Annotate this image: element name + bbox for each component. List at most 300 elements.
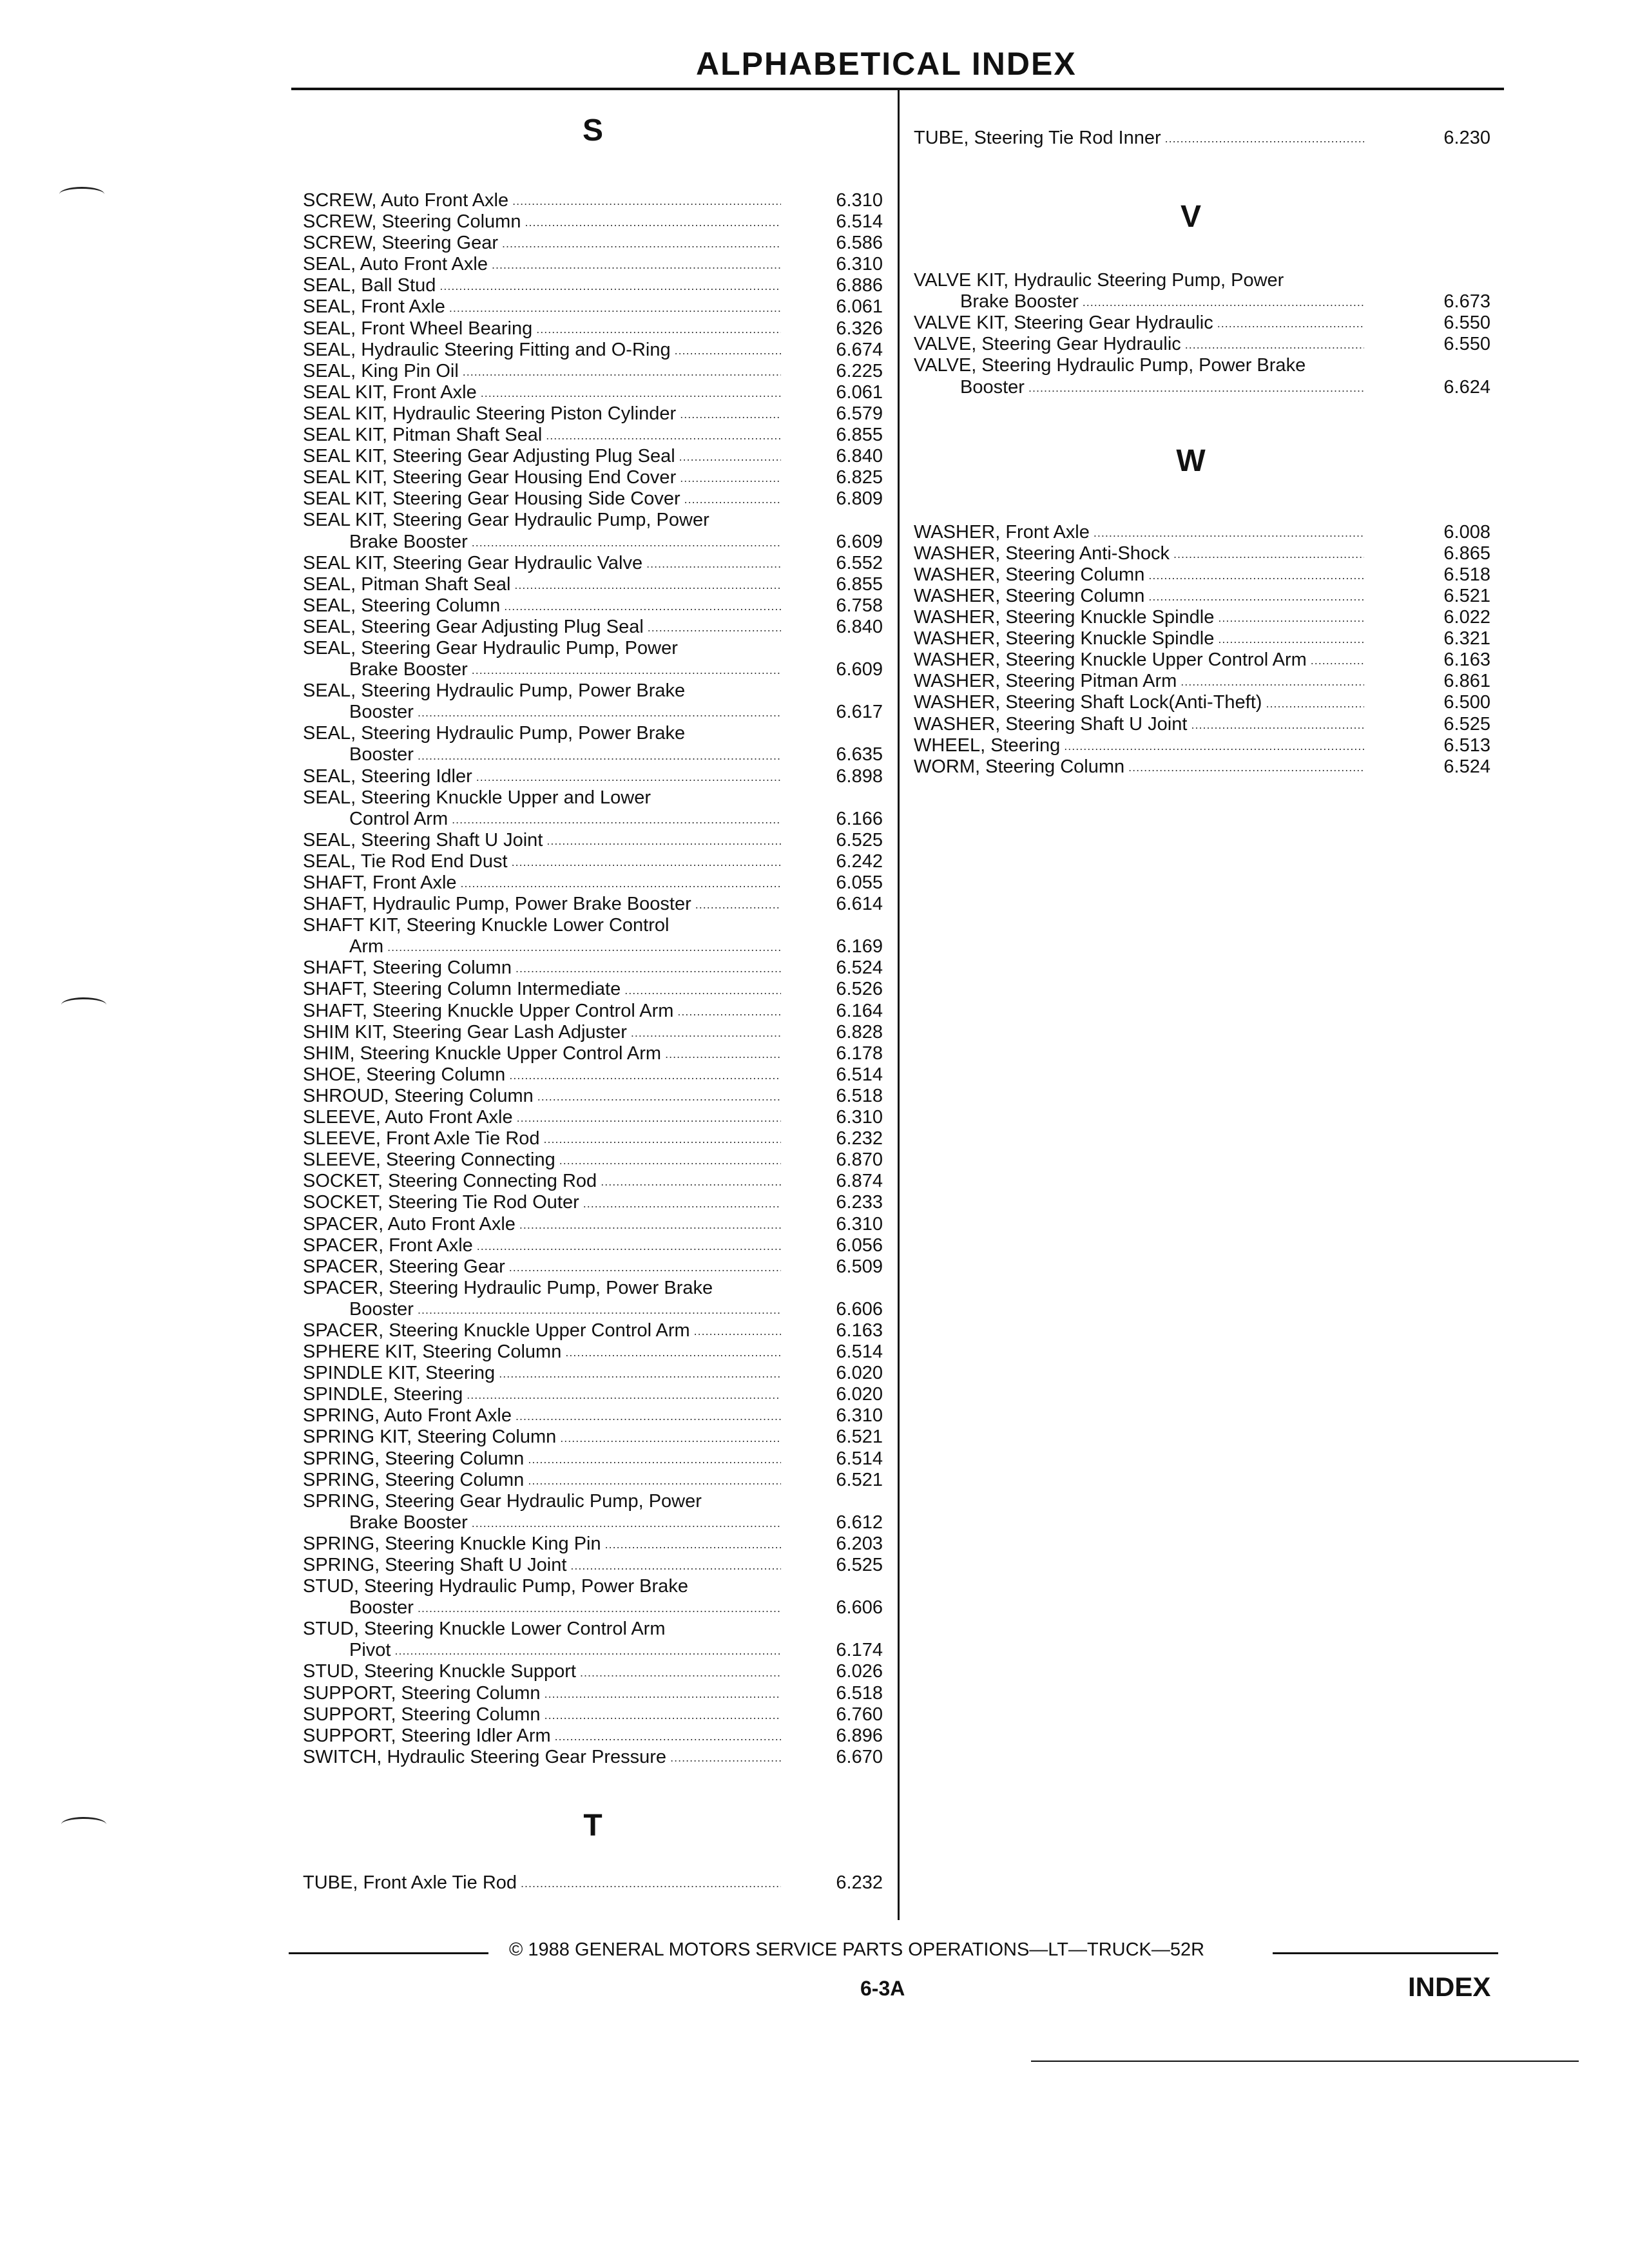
index-entry [303, 1278, 883, 1320]
index-entry [303, 1384, 883, 1405]
index-entry [303, 1491, 883, 1533]
index-entry [914, 649, 1490, 671]
entry-label: TUBE, Front Axle Tie Rod [303, 1872, 517, 1893]
entry-page-number: 6.828 [836, 1021, 883, 1043]
section-v-entries [914, 270, 1490, 398]
dot-leader [1148, 568, 1364, 583]
entry-label: WASHER, Steering Knuckle Spindle [914, 628, 1215, 649]
dot-leader [492, 257, 781, 273]
entry-label: SEAL, Pitman Shaft Seal [303, 573, 511, 595]
entry-label: SHAFT, Steering Column Intermediate [303, 979, 621, 1000]
entry-page-number: 6.606 [836, 1298, 883, 1320]
dot-leader [631, 1025, 781, 1041]
entry-label-continued: Booster [349, 702, 414, 723]
entry-page-number: 6.203 [836, 1533, 883, 1554]
dot-leader [472, 535, 781, 550]
entry-page-number: 6.609 [836, 659, 883, 680]
entry-label: SLEEVE, Steering Connecting [303, 1149, 555, 1171]
entry-label: STUD, Steering Knuckle Support [303, 1661, 576, 1682]
dot-leader [583, 1196, 781, 1211]
dot-leader [560, 1430, 781, 1446]
index-entry [303, 190, 883, 211]
section-w-entries [914, 522, 1490, 778]
section-letter-s: S [582, 113, 603, 148]
binder-mark [61, 1817, 106, 1832]
index-entry [303, 361, 883, 382]
dot-leader [517, 1110, 781, 1126]
entry-page-number: 6.513 [1443, 735, 1490, 756]
dot-leader [546, 833, 781, 849]
entry-page-number: 6.061 [836, 296, 883, 318]
entry-page-number: 6.670 [836, 1746, 883, 1767]
index-entry [303, 638, 883, 680]
bottom-rule [1031, 2061, 1579, 2062]
dot-leader [1128, 760, 1364, 775]
dot-leader [1185, 337, 1364, 352]
index-entry [914, 334, 1490, 355]
entry-label: SHAFT, Steering Knuckle Upper Control Arm [303, 1000, 674, 1021]
index-entry [303, 1427, 883, 1448]
entry-page-number: 6.518 [836, 1085, 883, 1106]
dot-leader [452, 812, 781, 827]
dot-leader [555, 1729, 781, 1744]
dot-leader [680, 407, 781, 422]
dot-leader [521, 1876, 781, 1891]
dot-leader [545, 1707, 781, 1723]
index-entry [303, 1661, 883, 1682]
index-entry [303, 574, 883, 595]
entry-label: SPINDLE KIT, Steering [303, 1363, 496, 1384]
dot-leader [1266, 696, 1364, 711]
index-entry [303, 1704, 883, 1725]
entry-label: SHAFT KIT, Steering Knuckle Lower Control [303, 915, 670, 936]
dot-leader [1173, 546, 1364, 562]
index-entry [303, 894, 883, 915]
entry-page-number: 6.020 [836, 1384, 883, 1405]
entry-page-number: 6.855 [836, 573, 883, 595]
index-entry [303, 595, 883, 617]
index-entry [303, 723, 883, 765]
entry-label: SEAL, Steering Column [303, 595, 501, 616]
dot-leader [1191, 717, 1364, 733]
index-entry [303, 553, 883, 574]
index-entry [303, 1086, 883, 1107]
dot-leader [467, 1387, 781, 1403]
entry-page-number: 6.606 [836, 1597, 883, 1619]
index-entry [303, 275, 883, 296]
dot-leader [525, 215, 781, 230]
dot-leader [387, 939, 781, 955]
entry-label: SHAFT, Hydraulic Pump, Power Brake Booster [303, 894, 691, 915]
entry-page-number: 6.579 [836, 403, 883, 424]
entry-label: SPACER, Auto Front Axle [303, 1213, 516, 1235]
entry-label: WASHER, Steering Shaft Lock(Anti-Theft) [914, 692, 1262, 713]
footer-rule-left [289, 1952, 488, 1954]
entry-label: VALVE, Steering Hydraulic Pump, Power Brake [914, 355, 1306, 376]
dot-leader [677, 1004, 781, 1019]
entry-page-number: 6.524 [836, 957, 883, 979]
index-entry [914, 628, 1490, 649]
index-entry [303, 211, 883, 233]
entry-label: SEAL KIT, Steering Gear Housing End Cover [303, 467, 677, 488]
entry-page-number: 6.617 [836, 702, 883, 723]
entry-page-number: 6.174 [836, 1640, 883, 1661]
section-letter-t: T [583, 1808, 602, 1843]
section-t-entries [303, 1872, 883, 1894]
index-entry [303, 851, 883, 872]
entry-label: WASHER, Steering Pitman Arm [914, 671, 1177, 692]
index-entry [303, 1320, 883, 1341]
entry-label: WASHER, Steering Shaft U Joint [914, 713, 1188, 735]
index-entry [303, 1725, 883, 1747]
entry-page-number: 6.521 [836, 1427, 883, 1448]
entry-label: SPRING, Steering Knuckle King Pin [303, 1533, 601, 1554]
entry-label: SPHERE KIT, Steering Column [303, 1341, 562, 1363]
entry-label: SEAL KIT, Pitman Shaft Seal [303, 425, 543, 446]
entry-label: SEAL, Steering Shaft U Joint [303, 829, 543, 850]
entry-page-number: 6.056 [836, 1235, 883, 1256]
entry-label: STUD, Steering Knuckle Lower Control Arm [303, 1619, 666, 1640]
dot-leader [449, 300, 781, 316]
entry-page-number: 6.874 [836, 1171, 883, 1192]
entry-label: SEAL, Steering Gear Hydraulic Pump, Power [303, 637, 678, 658]
index-entry [914, 607, 1490, 628]
dot-leader [1217, 316, 1364, 331]
entry-page-number: 6.758 [836, 595, 883, 616]
entry-label: SPACER, Steering Gear [303, 1256, 505, 1277]
index-entry [914, 714, 1490, 735]
entry-label: SPRING, Steering Column [303, 1469, 525, 1490]
dot-leader [648, 620, 781, 635]
section-label: INDEX [1408, 1972, 1491, 2002]
dot-leader [528, 1473, 781, 1488]
index-entry [303, 1576, 883, 1619]
index-entry [303, 957, 883, 979]
dot-leader [418, 1302, 781, 1318]
index-entry [303, 467, 883, 488]
entry-label: SEAL KIT, Hydraulic Steering Piston Cylinder [303, 403, 677, 424]
entry-page-number: 6.521 [836, 1469, 883, 1490]
entry-page-number: 6.896 [836, 1725, 883, 1746]
page-title: ALPHABETICAL INDEX [696, 46, 1077, 82]
index-entry [303, 766, 883, 787]
entry-page-number: 6.310 [836, 1107, 883, 1128]
entry-label-continued: Booster [349, 1597, 414, 1619]
dot-leader [580, 1665, 781, 1680]
dot-leader [545, 1686, 781, 1702]
dot-leader [499, 1366, 781, 1381]
entry-label-continued: Brake Booster [349, 659, 468, 680]
index-entry [303, 915, 883, 957]
index-entry [303, 979, 883, 1000]
index-entry [914, 735, 1490, 756]
dot-leader [1218, 631, 1364, 647]
index-entry [303, 488, 883, 510]
entry-page-number: 6.524 [1443, 756, 1490, 777]
dot-leader [472, 662, 781, 678]
dot-leader [514, 577, 781, 593]
dot-leader [565, 1345, 781, 1360]
entry-page-number: 6.514 [836, 1341, 883, 1363]
entry-label: SEAL, Tie Rod End Dust [303, 850, 508, 872]
entry-label: SHROUD, Steering Column [303, 1085, 534, 1106]
dot-leader [502, 236, 781, 251]
index-entry [303, 1872, 883, 1894]
entry-label: SEAL, Auto Front Axle [303, 254, 488, 275]
index-entry [303, 1128, 883, 1149]
entry-label: SEAL KIT, Front Axle [303, 381, 477, 403]
entry-page-number: 6.310 [836, 1405, 883, 1427]
copyright-line: © 1988 GENERAL MOTORS SERVICE PARTS OPERATIONS—LT—TRUCK—52R [509, 1939, 1205, 1960]
entry-page-number: 6.232 [836, 1128, 883, 1149]
index-entry [914, 522, 1490, 543]
entry-label: SEAL KIT, Steering Gear Hydraulic Valve [303, 552, 643, 573]
entry-page-number: 6.163 [836, 1320, 883, 1341]
entry-page-number: 6.230 [1443, 128, 1490, 148]
entry-label: SLEEVE, Auto Front Axle [303, 1107, 513, 1128]
dot-leader [418, 748, 781, 764]
footer-rule-right [1273, 1952, 1498, 1954]
index-entry [303, 1001, 883, 1022]
index-entry [303, 1470, 883, 1491]
dot-leader [570, 1558, 781, 1573]
entry-label: TUBE, Steering Tie Rod Inner [914, 128, 1161, 148]
index-entry [914, 355, 1490, 398]
entry-label: SPACER, Steering Knuckle Upper Control Arm [303, 1320, 690, 1341]
index-entry [914, 586, 1490, 607]
entry-label: SEAL, Steering Hydraulic Pump, Power Brake [303, 680, 686, 702]
dot-leader [684, 492, 781, 507]
binder-mark [59, 187, 104, 202]
dot-leader [695, 897, 781, 912]
section-letter-w: W [1176, 443, 1206, 478]
dot-leader [509, 1068, 781, 1083]
dot-leader [516, 961, 781, 976]
dot-leader [504, 599, 781, 614]
entry-page-number: 6.673 [1443, 291, 1490, 312]
entry-page-number: 6.825 [836, 467, 883, 488]
index-entry [303, 787, 883, 830]
entry-page-number: 6.635 [836, 744, 883, 765]
index-entry [914, 692, 1490, 713]
dot-leader [476, 769, 781, 785]
entry-label: VALVE KIT, Hydraulic Steering Pump, Power [914, 270, 1284, 291]
entry-page-number: 6.022 [1443, 607, 1490, 628]
entry-page-number: 6.612 [836, 1512, 883, 1533]
entry-label: SUPPORT, Steering Idler Arm [303, 1725, 551, 1746]
entry-label: SOCKET, Steering Connecting Rod [303, 1171, 597, 1192]
index-entry [303, 1747, 883, 1768]
entry-label: WASHER, Steering Column [914, 564, 1145, 585]
dot-leader [472, 1515, 781, 1531]
entry-label: SLEEVE, Front Axle Tie Rod [303, 1128, 540, 1149]
dot-leader [477, 1238, 781, 1254]
entry-label: SHIM, Steering Knuckle Upper Control Arm [303, 1043, 662, 1064]
entry-page-number: 6.055 [836, 872, 883, 893]
entry-page-number: 6.169 [836, 936, 883, 957]
entry-label: SPACER, Steering Hydraulic Pump, Power Brake [303, 1277, 713, 1298]
index-entry [303, 617, 883, 638]
dot-leader [536, 322, 781, 337]
dot-leader [1311, 653, 1364, 668]
dot-leader [394, 1643, 781, 1658]
entry-label: VALVE KIT, Steering Gear Hydraulic [914, 312, 1213, 334]
entry-label: SPRING, Auto Front Axle [303, 1405, 512, 1427]
entry-label-continued: Arm [349, 936, 384, 957]
dot-leader [463, 364, 781, 380]
dot-leader [461, 876, 781, 891]
entry-page-number: 6.521 [1443, 585, 1490, 606]
entry-page-number: 6.674 [836, 339, 883, 360]
entry-page-number: 6.898 [836, 765, 883, 787]
page-number: 6-3A [860, 1977, 905, 2000]
entry-label: SPRING, Steering Column [303, 1448, 525, 1469]
dot-leader [646, 556, 781, 572]
entry-page-number: 6.310 [836, 254, 883, 275]
entry-label: WASHER, Steering Anti-Shock [914, 543, 1170, 564]
entry-label: SEAL, Steering Knuckle Upper and Lower [303, 787, 651, 808]
entry-label: SOCKET, Steering Tie Rod Outer [303, 1192, 579, 1213]
entry-page-number: 6.514 [836, 211, 883, 233]
entry-page-number: 6.514 [836, 1064, 883, 1085]
index-entry [303, 1341, 883, 1363]
entry-page-number: 6.310 [836, 190, 883, 211]
dot-leader [675, 343, 781, 358]
entry-label: SEAL, Steering Gear Adjusting Plug Seal [303, 616, 644, 637]
entry-page-number: 6.514 [836, 1448, 883, 1469]
index-entry [303, 382, 883, 403]
section-t-continued-entries [914, 128, 1490, 149]
dot-leader [624, 983, 781, 998]
entry-page-number: 6.840 [836, 446, 883, 467]
entry-page-number: 6.225 [836, 360, 883, 381]
entry-label: SPRING, Steering Shaft U Joint [303, 1555, 567, 1575]
dot-leader [1181, 674, 1364, 689]
dot-leader [418, 705, 781, 720]
right-column [914, 128, 1490, 778]
index-entry [303, 1171, 883, 1192]
entry-page-number: 6.525 [836, 829, 883, 850]
index-entry [303, 830, 883, 851]
index-entry [303, 510, 883, 552]
entry-label: SCREW, Steering Gear [303, 233, 498, 254]
entry-label: SEAL, Hydraulic Steering Fitting and O-Ring [303, 339, 671, 360]
column-divider [898, 90, 900, 1920]
entry-page-number: 6.855 [836, 425, 883, 446]
entry-label: SEAL, Steering Idler [303, 765, 472, 787]
index-entry [303, 1064, 883, 1086]
dot-leader [1218, 610, 1364, 626]
entry-page-number: 6.760 [836, 1704, 883, 1725]
dot-leader [537, 1089, 781, 1104]
index-entry [914, 128, 1490, 149]
entry-label: SEAL, King Pin Oil [303, 360, 459, 381]
index-entry [303, 1192, 883, 1213]
entry-page-number: 6.550 [1443, 334, 1490, 355]
entry-label: SCREW, Steering Column [303, 211, 521, 233]
dot-leader [1083, 294, 1364, 310]
dot-leader [1094, 525, 1364, 541]
entry-page-number: 6.242 [836, 850, 883, 872]
dot-leader [605, 1537, 781, 1552]
entry-label: SEAL KIT, Steering Gear Housing Side Cover [303, 488, 680, 510]
index-entry [303, 446, 883, 467]
dot-leader [519, 1217, 781, 1233]
entry-label: SEAL, Steering Hydraulic Pump, Power Brake [303, 723, 686, 744]
entry-label: SEAL, Ball Stud [303, 275, 436, 296]
entry-label: SPINDLE, Steering [303, 1384, 463, 1405]
entry-label: WASHER, Steering Column [914, 585, 1145, 606]
entry-page-number: 6.614 [836, 894, 883, 915]
entry-page-number: 6.586 [836, 233, 883, 254]
dot-leader [1064, 738, 1364, 754]
index-entry [303, 1043, 883, 1064]
entry-page-number: 6.326 [836, 318, 883, 339]
entry-page-number: 6.865 [1443, 543, 1490, 564]
entry-page-number: 6.809 [836, 488, 883, 510]
entry-page-number: 6.026 [836, 1661, 883, 1682]
index-entry [303, 318, 883, 340]
entry-page-number: 6.166 [836, 808, 883, 829]
section-s-entries [303, 190, 883, 1768]
entry-label: SHIM KIT, Steering Gear Lash Adjuster [303, 1021, 627, 1043]
dot-leader [509, 1260, 781, 1275]
index-entry [303, 403, 883, 425]
entry-label: SCREW, Auto Front Axle [303, 190, 509, 211]
index-entry [303, 1405, 883, 1427]
dot-leader [481, 385, 781, 401]
entry-label: SHAFT, Steering Column [303, 957, 512, 979]
entry-label-continued: Pivot [349, 1640, 391, 1661]
entry-page-number: 6.861 [1443, 671, 1490, 692]
entry-page-number: 6.518 [836, 1682, 883, 1704]
index-entry [303, 680, 883, 723]
entry-label: WORM, Steering Column [914, 756, 1125, 777]
entry-page-number: 6.525 [836, 1555, 883, 1575]
dot-leader [544, 1131, 781, 1147]
index-entry [303, 1555, 883, 1576]
entry-page-number: 6.232 [836, 1872, 883, 1893]
entry-page-number: 6.020 [836, 1363, 883, 1384]
entry-label: SUPPORT, Steering Column [303, 1682, 541, 1704]
entry-label: SPACER, Front Axle [303, 1235, 473, 1256]
entry-page-number: 6.525 [1443, 713, 1490, 735]
dot-leader [516, 1408, 781, 1424]
entry-label-continued: Brake Booster [349, 1512, 468, 1533]
entry-label: SUPPORT, Steering Column [303, 1704, 541, 1725]
index-entry [303, 1214, 883, 1235]
index-entry [303, 1256, 883, 1278]
dot-leader [694, 1323, 781, 1339]
entry-label: SPRING, Steering Gear Hydraulic Pump, Power [303, 1490, 702, 1512]
index-entry [914, 270, 1490, 312]
index-entry [303, 425, 883, 446]
dot-leader [418, 1600, 781, 1616]
entry-label: SHOE, Steering Column [303, 1064, 506, 1085]
dot-leader [512, 854, 781, 870]
index-entry [303, 1619, 883, 1661]
entry-label: WASHER, Steering Knuckle Spindle [914, 607, 1215, 628]
entry-page-number: 6.550 [1443, 312, 1490, 334]
index-entry [303, 1683, 883, 1704]
entry-page-number: 6.552 [836, 552, 883, 573]
entry-label: SEAL KIT, Steering Gear Adjusting Plug Seal [303, 446, 675, 467]
index-entry [303, 340, 883, 361]
dot-leader [559, 1153, 781, 1168]
entry-page-number: 6.609 [836, 531, 883, 552]
entry-page-number: 6.163 [1443, 649, 1490, 671]
entry-label-continued: Brake Booster [349, 531, 468, 552]
